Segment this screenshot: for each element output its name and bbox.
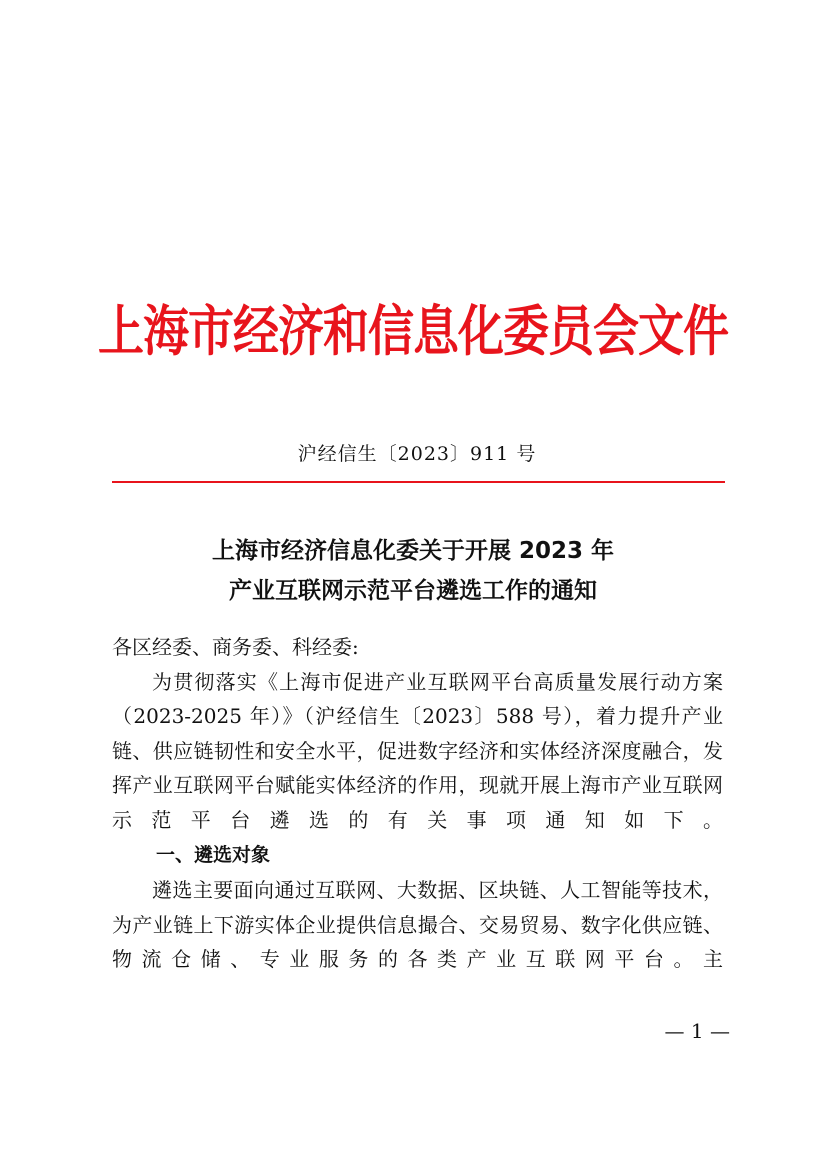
section-1-heading: 一、遴选对象	[156, 844, 271, 866]
red-divider-line	[112, 481, 725, 483]
document-title-line-1: 上海市经济信息化委关于开展 2023 年	[211, 538, 615, 564]
document-body	[112, 630, 723, 977]
document-title	[0, 531, 826, 611]
section-1-paragraph: 遴选主要面向通过互联网、大数据、区块链、人工智能等技术，为产业链上下游实体企业提供信息撮合、交易贸易、数字化供应链、物流仓储、专业服务的各类产业互联网平台。主	[112, 878, 723, 971]
page-number: — 1 —	[664, 1019, 730, 1043]
salutation: 各区经委、商务委、科经委:	[112, 635, 359, 659]
document-title-line-2: 产业互联网示范平台遴选工作的通知	[229, 578, 597, 604]
issuing-authority-header: 上海市经济和信息化委员会文件	[98, 299, 728, 363]
document-number: 沪经信生〔2023〕911 号	[297, 443, 537, 465]
intro-paragraph: 为贯彻落实《上海市促进产业互联网平台高质量发展行动方案（2023-2025 年）》（沪经信生〔2023〕588 号），着力提升产业链、供应链韧性和安全水平，促进数字经济和实体经济深度融合，发挥产业互联网平台赋能实体经济的作用，现就开展上海市产业互联网示范平台遴选的有关事项通知如下。	[112, 669, 723, 832]
